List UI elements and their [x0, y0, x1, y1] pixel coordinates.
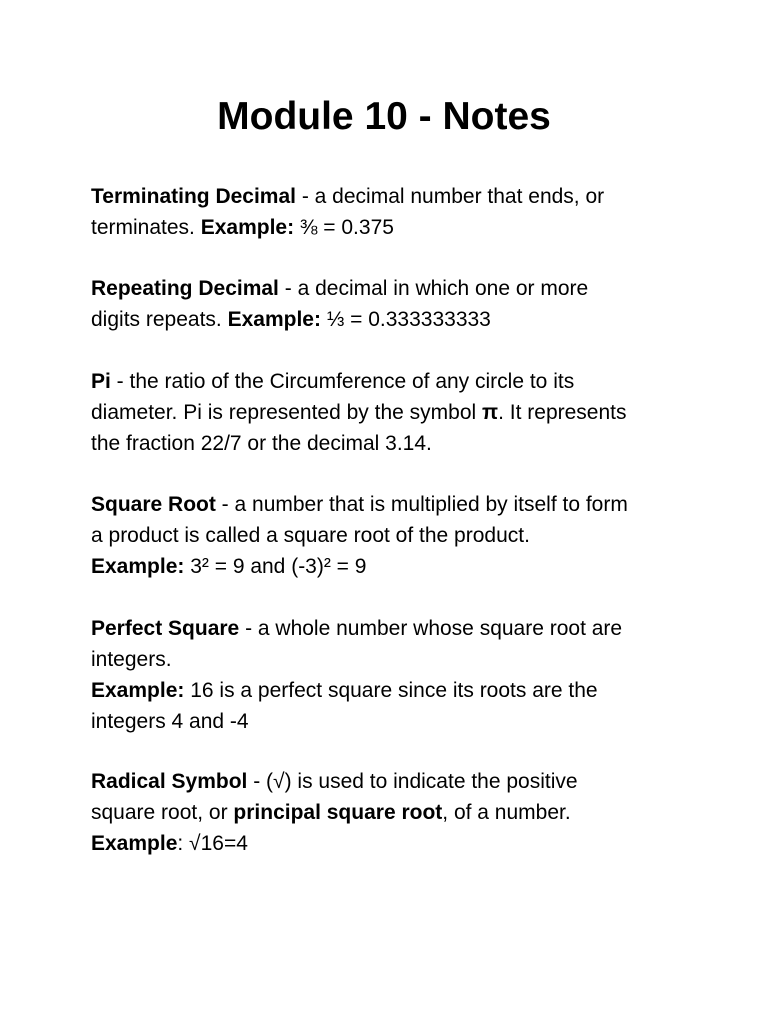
definition-text: the fraction 22/7 or the decimal 3.14.: [91, 432, 432, 455]
principal-square-root-phrase: principal square root: [233, 801, 443, 824]
term-repeating-decimal: Repeating Decimal: [91, 277, 279, 300]
example-label: Example:: [91, 555, 185, 578]
definition-text: - a decimal in which one or more: [278, 277, 589, 300]
entry-radical-symbol: [91, 766, 691, 859]
definition-text: , of a number.: [442, 801, 571, 824]
example-text: ⅓ = 0.333333333: [320, 308, 491, 331]
definition-text: . It represents: [498, 401, 627, 424]
example-text: 16 is a perfect square since its roots are the: [184, 679, 598, 702]
definition-text: terminates.: [91, 216, 201, 239]
entry-pi: [91, 366, 691, 459]
entry-terminating-decimal: [91, 181, 691, 243]
example-label: Example:: [91, 679, 185, 702]
definition-text: - (√) is used to indicate the positive: [247, 770, 578, 793]
definition-text: square root, or: [91, 801, 234, 824]
definition-text: - a decimal number that ends, or: [296, 185, 605, 208]
example-text: 3² = 9 and (-3)² = 9: [184, 555, 367, 578]
definition-text: digits repeats.: [91, 308, 228, 331]
term-square-root: Square Root: [91, 493, 216, 516]
term-radical-symbol: Radical Symbol: [91, 770, 248, 793]
example-label: Example:: [200, 216, 295, 239]
example-text: : √16=4: [177, 832, 248, 855]
page-title: Module 10 - Notes: [217, 95, 551, 138]
entry-square-root: [91, 489, 691, 582]
entry-repeating-decimal: [91, 273, 691, 335]
example-text: ⅜ = 0.375: [294, 216, 394, 239]
definition-text: - a whole number whose square root are: [239, 617, 623, 640]
term-perfect-square: Perfect Square: [91, 617, 240, 640]
term-pi: Pi: [91, 370, 111, 393]
term-terminating-decimal: Terminating Decimal: [91, 185, 296, 208]
definition-text: - a number that is multiplied by itself to form: [215, 493, 628, 516]
definition-text: diameter. Pi is represented by the symbol: [91, 401, 483, 424]
definition-text: a product is called a square root of the product.: [91, 524, 530, 547]
pi-symbol: π: [482, 401, 499, 424]
definition-text: integers.: [91, 648, 172, 671]
example-label: Example:: [227, 308, 321, 331]
definition-text: - the ratio of the Circumference of any circle to its: [110, 370, 575, 393]
example-text: integers 4 and -4: [91, 710, 249, 733]
entry-perfect-square: [91, 613, 691, 737]
example-label: Example: [91, 832, 178, 855]
